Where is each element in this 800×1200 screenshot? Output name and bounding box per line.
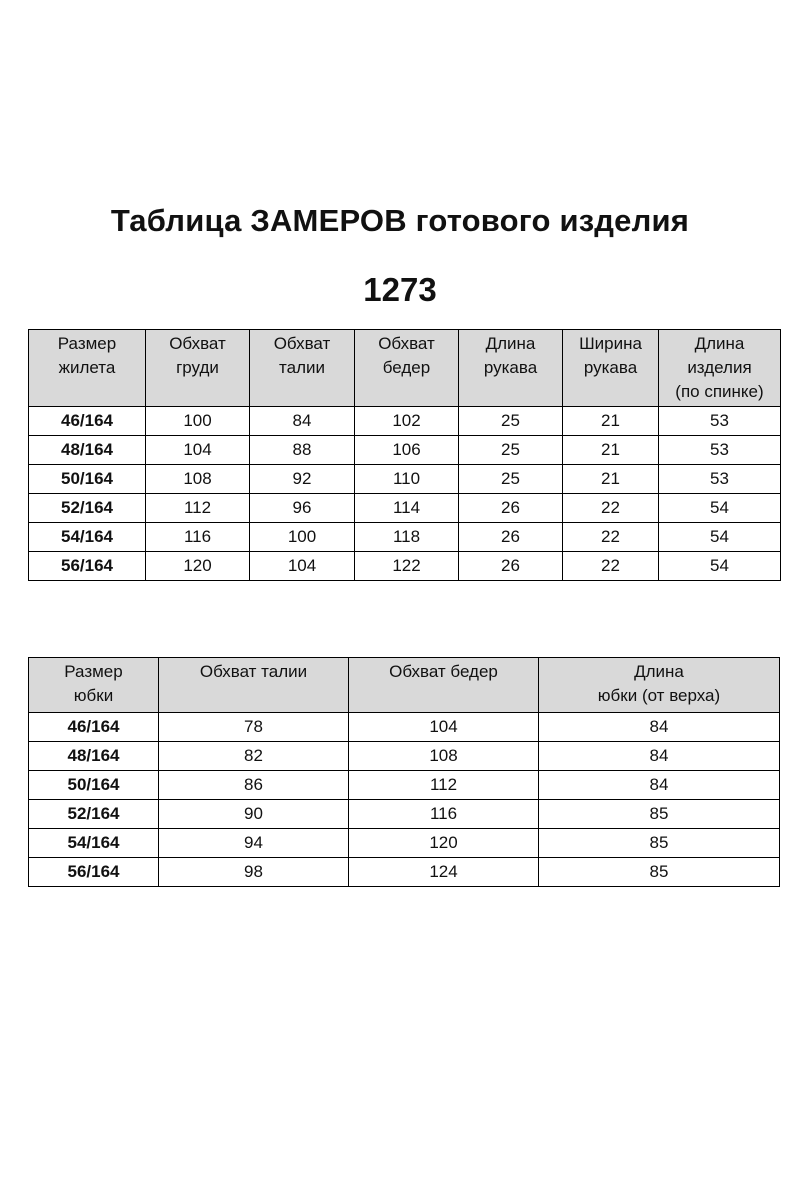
size-cell: 52/164: [29, 494, 146, 523]
skirt-header-hips: [349, 658, 539, 713]
sleeve-width-cell: 21: [563, 465, 659, 494]
sleeve-length-cell: 25: [459, 407, 563, 436]
vest-header-garment-length: [659, 330, 781, 407]
sleeve-width-cell: 21: [563, 436, 659, 465]
length-cell: 85: [539, 858, 780, 887]
table-row: [29, 771, 780, 800]
table-row: [29, 407, 781, 436]
header-line: Размер: [64, 662, 123, 681]
hips-cell: 124: [349, 858, 539, 887]
garment-length-cell: 53: [659, 407, 781, 436]
header-line: Обхват: [273, 334, 331, 353]
garment-length-cell: 53: [659, 436, 781, 465]
hips-cell: 104: [349, 713, 539, 742]
length-cell: 84: [539, 742, 780, 771]
garment-length-cell: 54: [659, 494, 781, 523]
chest-cell: 120: [146, 552, 250, 581]
header-line: Длина: [485, 334, 536, 353]
waist-cell: 78: [159, 713, 349, 742]
vest-header-waist: [250, 330, 355, 407]
sleeve-width-cell: 22: [563, 552, 659, 581]
skirt-size-table: [28, 657, 780, 887]
header-line: рукава: [583, 358, 638, 377]
model-number: 1273: [363, 271, 437, 308]
table-row: [29, 742, 780, 771]
header-line: юбки (от верха): [597, 686, 721, 705]
chest-cell: 116: [146, 523, 250, 552]
header-line: талии: [279, 358, 325, 377]
sleeve-length-cell: 25: [459, 465, 563, 494]
vest-header-row: [29, 330, 781, 407]
header-line: Длина: [694, 334, 745, 353]
table-row: [29, 523, 781, 552]
header-line: груди: [176, 358, 219, 377]
chest-cell: 100: [146, 407, 250, 436]
waist-cell: 92: [250, 465, 355, 494]
size-cell: 50/164: [29, 465, 146, 494]
waist-cell: 88: [250, 436, 355, 465]
vest-header-chest: [146, 330, 250, 407]
header-line: Размер: [57, 334, 117, 353]
waist-cell: 98: [159, 858, 349, 887]
table-row: [29, 858, 780, 887]
skirt-header-size: [29, 658, 159, 713]
size-cell: 48/164: [29, 742, 159, 771]
header-line: бедер: [382, 358, 431, 377]
header-line: Обхват талии: [199, 662, 308, 681]
header-line: юбки: [73, 686, 114, 705]
chest-cell: 104: [146, 436, 250, 465]
header-line: Обхват: [378, 334, 435, 353]
size-cell: 50/164: [29, 771, 159, 800]
hips-cell: 102: [355, 407, 459, 436]
garment-length-cell: 53: [659, 465, 781, 494]
table-row: [29, 829, 780, 858]
waist-cell: 104: [250, 552, 355, 581]
waist-cell: 90: [159, 800, 349, 829]
header-line: жилета: [58, 358, 116, 377]
header-line: Длина: [634, 662, 684, 681]
size-cell: 54/164: [29, 523, 146, 552]
garment-length-cell: 54: [659, 552, 781, 581]
size-cell: 54/164: [29, 829, 159, 858]
hips-cell: 120: [349, 829, 539, 858]
vest-header-sleeve-length: [459, 330, 563, 407]
hips-cell: 118: [355, 523, 459, 552]
table-row: [29, 465, 781, 494]
length-cell: 84: [539, 771, 780, 800]
hips-cell: 114: [355, 494, 459, 523]
hips-cell: 108: [349, 742, 539, 771]
chest-cell: 112: [146, 494, 250, 523]
size-cell: 46/164: [29, 407, 146, 436]
waist-cell: 94: [159, 829, 349, 858]
waist-cell: 96: [250, 494, 355, 523]
header-line: Ширина: [579, 334, 642, 353]
hips-cell: 106: [355, 436, 459, 465]
hips-cell: 122: [355, 552, 459, 581]
skirt-header-row: [29, 658, 780, 713]
sleeve-width-cell: 21: [563, 407, 659, 436]
skirt-header-waist: [159, 658, 349, 713]
table-row: [29, 436, 781, 465]
chest-cell: 108: [146, 465, 250, 494]
length-cell: 85: [539, 829, 780, 858]
length-cell: 85: [539, 800, 780, 829]
length-cell: 84: [539, 713, 780, 742]
hips-cell: 112: [349, 771, 539, 800]
header-line: рукава: [483, 358, 538, 377]
waist-cell: 86: [159, 771, 349, 800]
sleeve-length-cell: 26: [459, 494, 563, 523]
size-cell: 56/164: [29, 858, 159, 887]
vest-header-sleeve-width: [563, 330, 659, 407]
vest-header-size: [29, 330, 146, 407]
hips-cell: 110: [355, 465, 459, 494]
table-row: [29, 552, 781, 581]
hips-cell: 116: [349, 800, 539, 829]
table-row: [29, 494, 781, 523]
garment-length-cell: 54: [659, 523, 781, 552]
waist-cell: 100: [250, 523, 355, 552]
header-line: изделия: [687, 358, 752, 377]
sleeve-length-cell: 25: [459, 436, 563, 465]
sleeve-length-cell: 26: [459, 552, 563, 581]
sleeve-length-cell: 26: [459, 523, 563, 552]
table-row: [29, 713, 780, 742]
page-title: Таблица ЗАМЕРОВ готового изделия: [110, 203, 690, 238]
vest-header-hips: [355, 330, 459, 407]
sleeve-width-cell: 22: [563, 523, 659, 552]
size-cell: 56/164: [29, 552, 146, 581]
vest-size-table: [28, 329, 781, 581]
sleeve-width-cell: 22: [563, 494, 659, 523]
waist-cell: 82: [159, 742, 349, 771]
header-line: (по спинке): [675, 382, 764, 401]
skirt-header-length: [539, 658, 780, 713]
header-line: Обхват бедер: [389, 662, 498, 681]
size-cell: 52/164: [29, 800, 159, 829]
size-cell: 48/164: [29, 436, 146, 465]
size-cell: 46/164: [29, 713, 159, 742]
header-line: Обхват: [169, 334, 226, 353]
table-row: [29, 800, 780, 829]
waist-cell: 84: [250, 407, 355, 436]
